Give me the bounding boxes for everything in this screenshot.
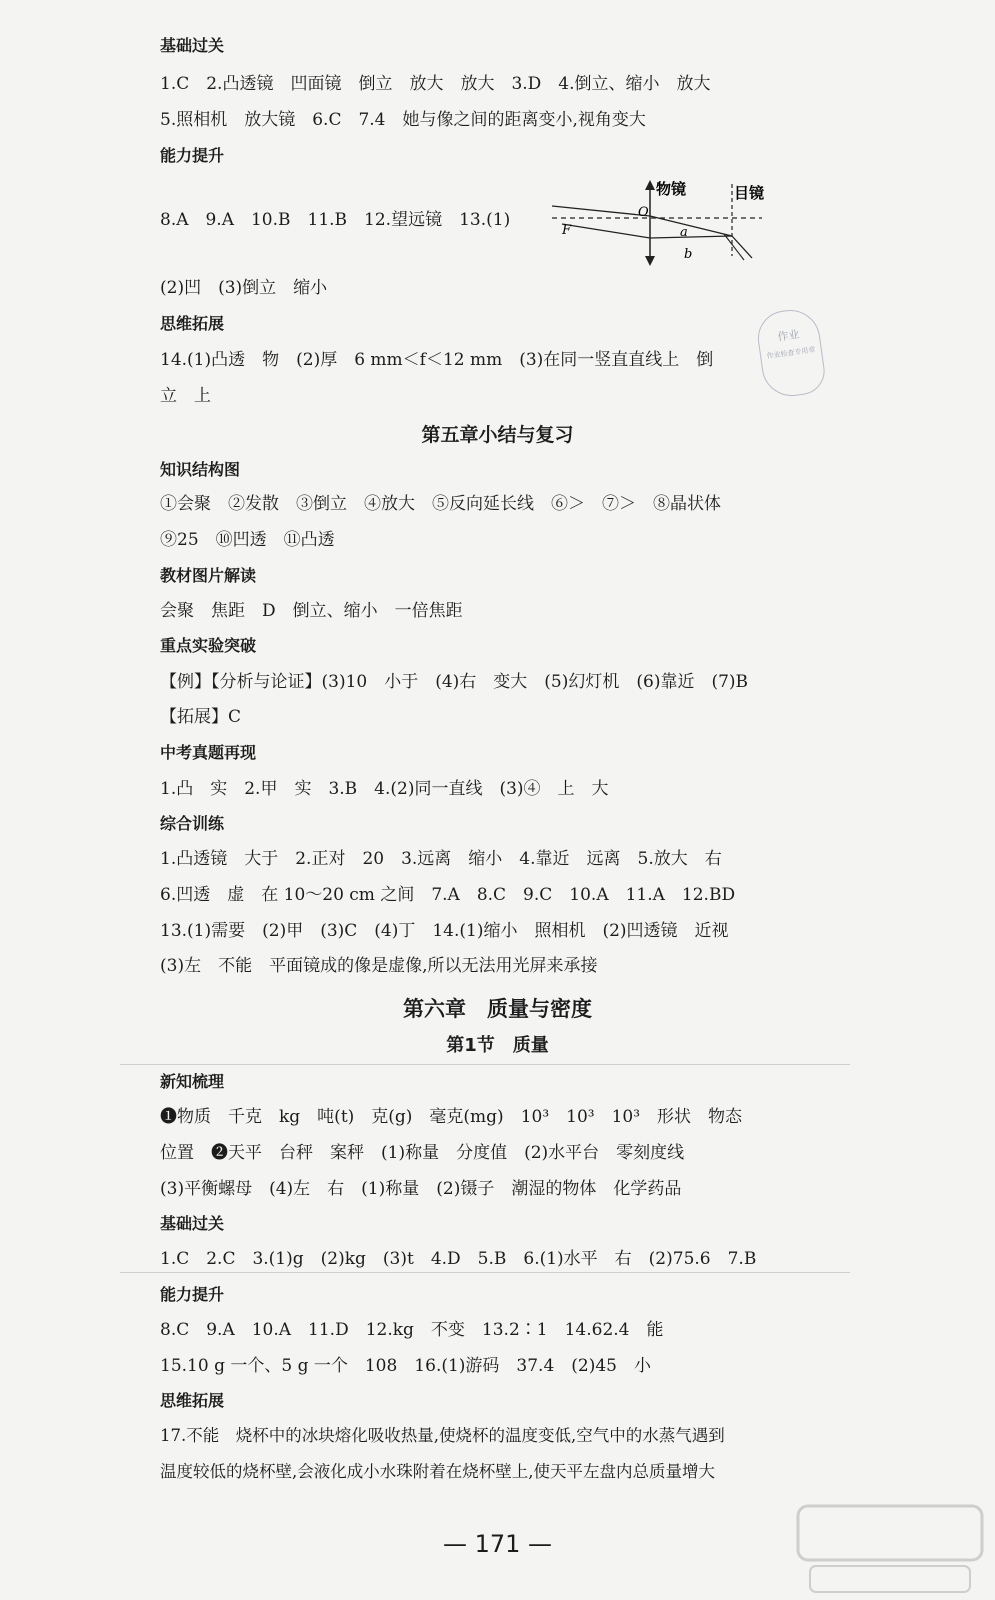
divider bbox=[120, 1272, 850, 1273]
objective-label: 物镜 bbox=[656, 180, 687, 198]
answer-line: 位置 ❷天平 台秤 案秤 (1)称量 分度值 (2)水平台 零刻度线 bbox=[160, 1143, 685, 1163]
answer-line: 立 上 bbox=[160, 386, 211, 406]
heading-zonghe: 综合训练 bbox=[160, 814, 225, 833]
answer-line: 【例】【分析与论证】(3)10 小于 (4)右 变大 (5)幻灯机 (6)靠近 (7)B bbox=[160, 672, 749, 692]
stamp-text: 作业检查专用章 bbox=[766, 345, 816, 361]
answer-line: 8.A 9.A 10.B 11.B 12.望远镜 13.(1) bbox=[160, 210, 511, 230]
answer-line: 14.(1)凸透 物 (2)厚 6 mm＜f＜12 mm (3)在同一竖直直线上 倒 bbox=[160, 350, 714, 370]
answer-line: 温度较低的烧杯壁,会液化成小水珠附着在烧杯壁上,使天平左盘内总质量增大 bbox=[160, 1462, 715, 1481]
chapter-title: 第五章小结与复习 bbox=[421, 424, 574, 446]
answer-line: 【拓展】C bbox=[160, 707, 242, 727]
answer-line: 1.C 2.C 3.(1)g (2)kg (3)t 4.D 5.B 6.(1)水平 右 (2)75.6 7.B bbox=[160, 1249, 757, 1269]
answer-line: (3)左 不能 平面镜成的像是虚像,所以无法用光屏来承接 bbox=[160, 956, 598, 976]
heading-xinzhi: 新知梳理 bbox=[160, 1072, 225, 1091]
heading-nengli: 能力提升 bbox=[160, 1285, 225, 1304]
answer-line: 5.照相机 放大镜 6.C 7.4 她与像之间的距离变小,视角变大 bbox=[160, 110, 646, 130]
answer-line: 1.C 2.凸透镜 凹面镜 倒立 放大 放大 3.D 4.倒立、缩小 放大 bbox=[160, 74, 711, 94]
page-number: — 171 — bbox=[442, 1530, 553, 1558]
answer-line: ❶物质 千克 kg 吨(t) 克(g) 毫克(mg) 10³ 10³ 10³ 形状 物态 bbox=[160, 1107, 743, 1127]
answer-line: 1.凸 实 2.甲 实 3.B 4.(2)同一直线 (3)④ 上 大 bbox=[160, 779, 609, 799]
telescope-diagram bbox=[552, 176, 772, 266]
label-o: O bbox=[638, 205, 649, 220]
answer-line: 17.不能 烧杯中的冰块熔化吸收热量,使烧杯的温度变低,空气中的水蒸气遇到 bbox=[160, 1426, 725, 1445]
divider bbox=[120, 1064, 850, 1065]
heading-jichu: 基础过关 bbox=[160, 36, 225, 55]
heading-nengli: 能力提升 bbox=[160, 146, 225, 165]
answer-line: 13.(1)需要 (2)甲 (3)C (4)丁 14.(1)缩小 照相机 (2)凹透镜 近视 bbox=[160, 921, 729, 941]
heading-jiaocai: 教材图片解读 bbox=[160, 566, 257, 585]
eyepiece-label: 目镜 bbox=[734, 184, 765, 202]
answer-line: 15.10 g 一个、5 g 一个 108 16.(1)游码 37.4 (2)45 小 bbox=[160, 1356, 651, 1376]
heading-zhishi: 知识结构图 bbox=[160, 460, 241, 479]
section-title: 第1节 质量 bbox=[446, 1035, 549, 1056]
heading-zhongdian: 重点实验突破 bbox=[160, 636, 257, 655]
answer-line: 会聚 焦距 D 倒立、缩小 一倍焦距 bbox=[160, 601, 463, 621]
chapter-title: 第六章 质量与密度 bbox=[403, 997, 592, 1021]
heading-zhongkao: 中考真题再现 bbox=[160, 743, 257, 762]
answer-line: 1.凸透镜 大于 2.正对 20 3.远离 缩小 4.靠近 远离 5.放大 右 bbox=[160, 849, 722, 869]
heading-siwei: 思维拓展 bbox=[160, 1391, 225, 1410]
answer-line: ⑨25 ⑩凹透 ⑪凸透 bbox=[160, 530, 335, 550]
answer-line: 6.凹透 虚 在 10～20 cm 之间 7.A 8.C 9.C 10.A 11.A 12.BD bbox=[160, 885, 736, 905]
answer-line: 8.C 9.A 10.A 11.D 12.kg 不变 13.2∶1 14.62.4 能 bbox=[160, 1320, 664, 1340]
answer-line: (3)平衡螺母 (4)左 右 (1)称量 (2)镊子 潮湿的物体 化学药品 bbox=[160, 1179, 682, 1199]
answer-line: (2)凹 (3)倒立 缩小 bbox=[160, 278, 328, 298]
watermark-logo bbox=[790, 1500, 990, 1600]
heading-jichu: 基础过关 bbox=[160, 1214, 225, 1233]
answer-line: ①会聚 ②发散 ③倒立 ④放大 ⑤反向延长线 ⑥＞ ⑦＞ ⑧晶状体 bbox=[160, 494, 721, 514]
label-a: a bbox=[680, 225, 688, 240]
heading-siwei: 思维拓展 bbox=[160, 314, 225, 333]
label-f: F bbox=[562, 223, 572, 238]
label-b: b bbox=[684, 247, 693, 262]
stamp-text: 作业 bbox=[776, 327, 801, 344]
